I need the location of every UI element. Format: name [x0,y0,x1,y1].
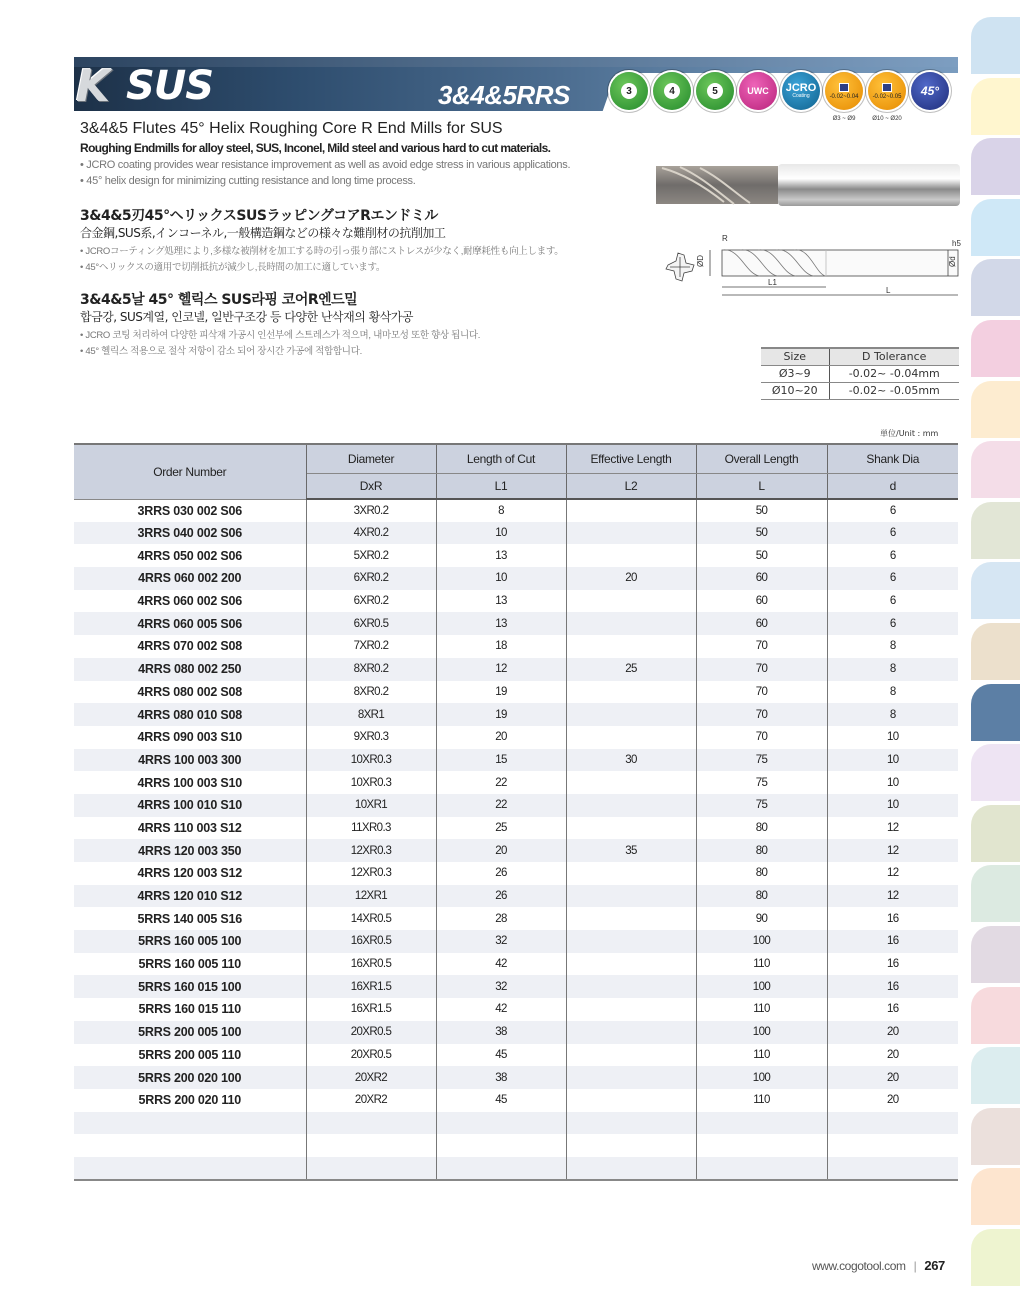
cell-length-of-cut: 45 [436,1044,566,1067]
cell-effective-length [566,930,696,953]
cell-shank-dia: 6 [827,567,958,590]
cell-diameter: 20XR2 [306,1089,436,1112]
cell-diameter: 6XR0.2 [306,567,436,590]
brand-k-logo: K [76,61,109,112]
cell-length-of-cut: 12 [436,658,566,681]
cell-diameter: 10XR0.3 [306,771,436,794]
cell-overall-length: 60 [696,590,827,613]
cell-length-of-cut: 13 [436,544,566,567]
drawing-label-d: Ød [948,256,957,267]
subheader-l1: L1 [436,473,566,499]
cell-shank-dia: 16 [886,1003,899,1016]
cell-effective-length [566,1112,696,1135]
cell-overall-length: 110 [696,1089,827,1112]
subheader-l: L [696,473,827,499]
section-tab[interactable] [971,199,1020,256]
cell-effective-length [566,953,696,976]
helix-45-badge-icon: 45° [911,72,949,110]
cell-order-number: 4RRS 070 002 S08 [74,635,306,658]
english-bullet: • JCRO coating provides wear resistance improvement as well as avoid edge stress in various applications. [80,159,571,171]
cell-diameter: 11XR0.3 [306,817,436,840]
cell-effective-length [566,726,696,749]
subheader-dxr: DxR [306,473,436,499]
tolerance-value: -0.02~ -0.04mm [829,365,959,382]
tolerance-size: Ø3~9 [761,365,829,382]
cell-diameter [306,1134,436,1157]
cell-effective-length [566,1066,696,1089]
cell-order-number: 3RRS 040 002 S06 [74,522,306,545]
cell-overall-length: 75 [696,749,827,772]
cell-order-number: 5RRS 160 015 110 [74,998,306,1021]
section-tab[interactable] [971,1229,1020,1286]
cell-order-number: 5RRS 160 015 100 [74,975,306,998]
section-tab[interactable] [971,1108,1020,1165]
cell-length-of-cut: 32 [436,930,566,953]
subheader-d: d [827,473,958,499]
page-footer [812,1258,945,1273]
table-row [74,522,958,545]
cell-shank-dia: 8 [889,685,896,698]
tolerance-size: Ø10~20 [761,382,829,399]
cell-diameter: 6XR0.5 [306,612,436,635]
cell-order-number: 4RRS 100 010 S10 [74,794,306,817]
cell-length-of-cut [436,1157,566,1180]
cell-effective-length: 20 [566,567,696,590]
cell-length-of-cut: 42 [436,953,566,976]
table-row [74,658,958,681]
header-diameter: Diameter [306,444,436,473]
table-row [74,817,958,840]
table-row [74,1066,958,1089]
cell-effective-length: 35 [566,839,696,862]
table-row [74,1021,958,1044]
header-shank-dia: Shank Dia [827,444,958,473]
cell-diameter: 16XR1.5 [306,998,436,1021]
cell-diameter: 16XR0.5 [306,953,436,976]
cell-effective-length [566,612,696,635]
cell-order-number [74,1157,306,1180]
table-row [74,1112,958,1135]
cell-shank-dia: 12 [886,821,899,834]
table-row [74,1044,958,1067]
cell-length-of-cut: 26 [436,862,566,885]
cell-diameter: 12XR1 [306,885,436,908]
cell-order-number: 5RRS 200 020 100 [74,1066,306,1089]
tolerance-table [761,347,959,400]
cell-length-of-cut: 22 [436,771,566,794]
cell-diameter: 5XR0.2 [306,544,436,567]
section-tab[interactable] [971,926,1020,983]
cell-overall-length: 50 [696,499,827,522]
flutes-5-badge-icon: 5 [696,72,734,110]
cell-diameter: 9XR0.3 [306,726,436,749]
cell-order-number: 4RRS 120 003 350 [74,839,306,862]
cell-length-of-cut: 13 [436,612,566,635]
cell-overall-length: 100 [696,1021,827,1044]
cell-effective-length [566,1134,696,1157]
cell-order-number: 5RRS 200 005 100 [74,1021,306,1044]
cell-shank-dia: 20 [827,1021,958,1044]
feature-badges [610,72,949,122]
cell-overall-length: 60 [696,567,827,590]
cell-overall-length: 70 [696,703,827,726]
subheader-l2: L2 [566,473,696,499]
cell-overall-length: 80 [696,817,827,840]
cell-order-number: 5RRS 160 005 110 [74,953,306,976]
cell-order-number [74,1134,306,1157]
cell-shank-dia [827,1157,958,1180]
uwc-material-badge-icon: UWC [739,72,777,110]
cell-length-of-cut: 8 [436,499,566,522]
section-tab-active[interactable] [971,684,1020,741]
cell-overall-length: 80 [696,885,827,908]
cell-length-of-cut [436,1112,566,1135]
cell-overall-length: 100 [696,930,827,953]
header-effective-length: Effective Length [566,444,696,473]
header-order-number: Order Number [74,444,306,499]
cell-diameter [306,1157,436,1180]
cell-order-number: 5RRS 160 005 100 [74,930,306,953]
table-row [74,998,958,1021]
japanese-title: 3&4&5刃45°ヘリックスSUSラッピングコアRエンドミル [80,208,438,224]
cell-shank-dia: 6 [827,522,958,545]
cell-overall-length: 50 [696,544,827,567]
cell-effective-length [566,771,696,794]
cell-shank-dia: 6 [889,595,896,608]
cell-order-number: 4RRS 090 003 S10 [74,726,306,749]
cell-length-of-cut: 10 [436,567,566,590]
flutes-3-badge-icon: 3 [610,72,648,110]
japanese-bullet: • 45°ヘリックスの適用で切削抵抗が減少し,長時間の加工に適しています。 [80,262,386,273]
badge-caption: Ø3 ~ Ø9 [832,116,856,122]
cell-diameter: 20XR0.5 [306,1044,436,1067]
cell-length-of-cut: 15 [436,749,566,772]
cell-length-of-cut: 26 [436,885,566,908]
cell-diameter: 3XR0.2 [306,499,436,522]
cell-diameter: 4XR0.2 [306,522,436,545]
cell-shank-dia: 16 [886,912,899,925]
section-tab[interactable] [971,805,1020,862]
cell-effective-length [566,1089,696,1112]
tolerance-large-badge-icon: -0.02~0.05 Ø10 ~ Ø20 [868,72,906,110]
table-row [74,726,958,749]
table-row [74,635,958,658]
tolerance-row [761,365,959,382]
cell-order-number: 4RRS 100 003 S10 [74,771,306,794]
japanese-bullet: • JCROコーティング処理により,多様な被削材を加工する時の引っ張り部にストレスが少なく,耐摩耗性も向上します。 [80,246,564,257]
cell-effective-length [566,544,696,567]
korean-bullet: • 45° 헬릭스 적용으로 절삭 저항이 감소 되어 장시간 가공에 적합합니다. [80,346,362,357]
footer-separator: | [913,1259,917,1273]
cell-length-of-cut: 25 [436,817,566,840]
cell-shank-dia: 6 [889,504,896,517]
cell-shank-dia: 12 [886,867,899,880]
cell-diameter: 12XR0.3 [306,839,436,862]
section-tab[interactable] [971,1168,1020,1225]
cell-length-of-cut: 20 [436,839,566,862]
drawing-label-L: L [886,286,891,295]
table-row [74,590,958,613]
cell-order-number: 4RRS 080 010 S08 [74,703,306,726]
tolerance-value: -0.02~ -0.05mm [829,382,959,399]
cell-order-number: 3RRS 030 002 S06 [74,499,306,522]
section-tab[interactable] [971,441,1020,498]
cell-shank-dia: 6 [827,612,958,635]
drawing-label-L1: L1 [768,278,777,287]
cell-diameter: 14XR0.5 [306,907,436,930]
cell-order-number: 4RRS 110 003 S12 [74,817,306,840]
cell-shank-dia: 20 [827,1066,958,1089]
table-row [74,862,958,885]
cell-effective-length: 25 [566,658,696,681]
cell-overall-length: 110 [696,953,827,976]
cell-shank-dia: 8 [889,640,896,653]
cell-diameter: 16XR1.5 [306,975,436,998]
cell-effective-length [566,499,696,522]
spec-table-body [74,499,958,1180]
cell-order-number: 4RRS 060 002 S06 [74,590,306,613]
section-tab[interactable] [971,259,1020,316]
cell-effective-length [566,681,696,704]
cell-overall-length: 80 [696,839,827,862]
cell-diameter [306,1112,436,1135]
tolerance-doc-icon [839,83,849,92]
cell-order-number: 4RRS 120 010 S12 [74,885,306,908]
cell-length-of-cut: 19 [436,681,566,704]
cell-diameter: 16XR0.5 [306,930,436,953]
section-tab[interactable] [971,17,1020,74]
tolerance-header-size: Size [761,348,829,365]
cell-length-of-cut: 19 [436,703,566,726]
cell-effective-length [566,635,696,658]
section-tab[interactable] [971,987,1020,1044]
korean-bullet: • JCRO 코팅 처리하여 다양한 피삭재 가공시 인선부에 스트레스가 적으며, 내마모성 또한 향상 됩니다. [80,330,481,341]
cell-effective-length [566,1044,696,1067]
cell-diameter: 8XR0.2 [306,681,436,704]
table-row [74,749,958,772]
cell-order-number: 4RRS 080 002 250 [74,658,306,681]
table-row [74,703,958,726]
header-overall-length: Overall Length [696,444,827,473]
cell-effective-length [566,907,696,930]
drawing-label-h5: h5 [952,239,961,248]
korean-title: 3&4&5날 45° 헬릭스 SUS라핑 코어R엔드밀 [80,292,358,308]
cell-overall-length: 100 [696,975,827,998]
cell-overall-length: 75 [696,794,827,817]
cell-shank-dia: 20 [886,1048,899,1061]
cell-diameter: 6XR0.2 [306,590,436,613]
section-tab[interactable] [971,562,1020,619]
cell-order-number: 5RRS 200 005 110 [74,1044,306,1067]
japanese-subtitle: 合金鋼,SUS系,インコーネル,一般構造鋼などの様々な難削材の抗削加工 [80,226,446,240]
cell-overall-length: 100 [696,1066,827,1089]
cell-length-of-cut: 42 [436,998,566,1021]
cell-overall-length: 75 [696,771,827,794]
cell-shank-dia: 10 [827,794,958,817]
cell-diameter: 8XR0.2 [306,658,436,681]
table-row [74,612,958,635]
cell-length-of-cut: 18 [436,635,566,658]
section-tab[interactable] [971,623,1020,680]
cell-shank-dia: 16 [827,930,958,953]
cell-order-number: 4RRS 060 002 200 [74,567,306,590]
table-row [74,681,958,704]
cell-overall-length: 70 [696,635,827,658]
cell-order-number [74,1112,306,1135]
cell-effective-length [566,862,696,885]
table-row [74,771,958,794]
cell-length-of-cut: 32 [436,975,566,998]
cell-length-of-cut: 38 [436,1066,566,1089]
english-bullet: • 45° helix design for minimizing cutting resistance and long time process. [80,175,416,187]
cell-shank-dia: 12 [827,885,958,908]
cell-diameter: 20XR2 [306,1066,436,1089]
cell-length-of-cut: 28 [436,907,566,930]
section-tab[interactable] [971,502,1020,559]
section-tab[interactable] [971,138,1020,195]
cell-effective-length [566,590,696,613]
cell-length-of-cut: 13 [436,590,566,613]
cell-order-number: 4RRS 060 005 S06 [74,612,306,635]
section-tab[interactable] [971,320,1020,377]
page-number: 267 [924,1258,945,1273]
cell-diameter: 12XR0.3 [306,862,436,885]
section-tab[interactable] [971,78,1020,135]
cell-overall-length: 70 [696,681,827,704]
cell-overall-length: 60 [696,612,827,635]
cell-diameter: 20XR0.5 [306,1021,436,1044]
cell-shank-dia: 20 [886,1094,899,1107]
flutes-4-badge-icon: 4 [653,72,691,110]
cell-order-number: 5RRS 140 005 S16 [74,907,306,930]
table-row [74,1134,958,1157]
table-row [74,1089,958,1112]
cell-overall-length [696,1157,827,1180]
section-index-tabs [971,17,1020,1289]
tolerance-row [761,382,959,399]
cell-effective-length [566,998,696,1021]
cell-effective-length [566,885,696,908]
cell-diameter: 10XR0.3 [306,749,436,772]
cell-shank-dia [827,1134,958,1157]
cell-shank-dia [827,1112,958,1135]
drawing-label-D: ØD [696,255,705,267]
cell-order-number: 5RRS 200 020 110 [74,1089,306,1112]
badge-caption: Ø10 ~ Ø20 [872,116,902,122]
cell-order-number: 4RRS 100 003 300 [74,749,306,772]
section-tab[interactable] [971,865,1020,922]
cell-overall-length: 80 [696,862,827,885]
cell-order-number: 4RRS 050 002 S06 [74,544,306,567]
cell-diameter: 7XR0.2 [306,635,436,658]
cell-overall-length: 70 [696,658,827,681]
cell-effective-length [566,1021,696,1044]
table-row [74,885,958,908]
table-row [74,794,958,817]
table-row [74,567,958,590]
jcro-coating-badge-icon: JCRO Coating [782,72,820,110]
cell-overall-length: 50 [696,522,827,545]
cell-shank-dia: 10 [886,776,899,789]
drawing-label-r: R [722,234,728,243]
section-tab[interactable] [971,744,1020,801]
cell-length-of-cut: 38 [436,1021,566,1044]
korean-subtitle: 합금강, SUS계열, 인코넬, 일반구조강 등 다양한 난삭재의 황삭가공 [80,310,413,324]
table-row [74,953,958,976]
table-row [74,907,958,930]
cell-shank-dia: 6 [889,549,896,562]
tolerance-header-d: D Tolerance [829,348,959,365]
table-row [74,975,958,998]
cell-order-number: 4RRS 120 003 S12 [74,862,306,885]
header-length-of-cut: Length of Cut [436,444,566,473]
cell-shank-dia: 16 [827,975,958,998]
cell-overall-length [696,1134,827,1157]
cell-length-of-cut: 22 [436,794,566,817]
cell-effective-length [566,975,696,998]
cell-effective-length [566,817,696,840]
cell-length-of-cut: 20 [436,726,566,749]
cell-shank-dia: 12 [827,839,958,862]
cell-shank-dia: 10 [827,749,958,772]
cell-shank-dia: 8 [827,658,958,681]
unit-note: 単位/Unit : mm [880,429,939,438]
cell-effective-length [566,522,696,545]
cell-overall-length: 110 [696,1044,827,1067]
brand-category: SUS [126,63,214,109]
cell-order-number: 4RRS 080 002 S08 [74,681,306,704]
end-mill-drawing [660,225,960,305]
cell-effective-length [566,1157,696,1180]
section-tab[interactable] [971,381,1020,438]
cell-overall-length: 90 [696,907,827,930]
cell-diameter: 8XR1 [306,703,436,726]
shank-shape [778,164,960,206]
cell-shank-dia: 8 [827,703,958,726]
english-title: 3&4&5 Flutes 45° Helix Roughing Core R End Mills for SUS [80,120,503,137]
table-row [74,499,958,522]
table-row [74,1157,958,1180]
section-tab[interactable] [971,1047,1020,1104]
cell-diameter: 10XR1 [306,794,436,817]
tolerance-small-badge-icon: -0.02~0.04 Ø3 ~ Ø9 [825,72,863,110]
spec-table [74,443,958,1181]
tolerance-doc-icon [882,83,892,92]
website-link[interactable]: www.cogotool.com [812,1259,906,1273]
cell-length-of-cut [436,1134,566,1157]
end-mill-photo [654,162,962,208]
cell-overall-length: 110 [696,998,827,1021]
cell-shank-dia: 10 [886,731,899,744]
cell-effective-length [566,703,696,726]
table-row [74,839,958,862]
cell-effective-length: 30 [566,749,696,772]
end-view-icon [666,253,694,281]
cell-shank-dia: 16 [886,958,899,971]
cell-overall-length [696,1112,827,1135]
cell-effective-length [566,794,696,817]
cell-length-of-cut: 10 [436,522,566,545]
series-name: 3&4&5RRS [438,80,570,110]
english-subtitle: Roughing Endmills for alloy steel, SUS, Inconel, Mild steel and various hard to cut materials. [80,141,551,155]
table-row [74,544,958,567]
cell-overall-length: 70 [696,726,827,749]
table-row [74,930,958,953]
cell-length-of-cut: 45 [436,1089,566,1112]
